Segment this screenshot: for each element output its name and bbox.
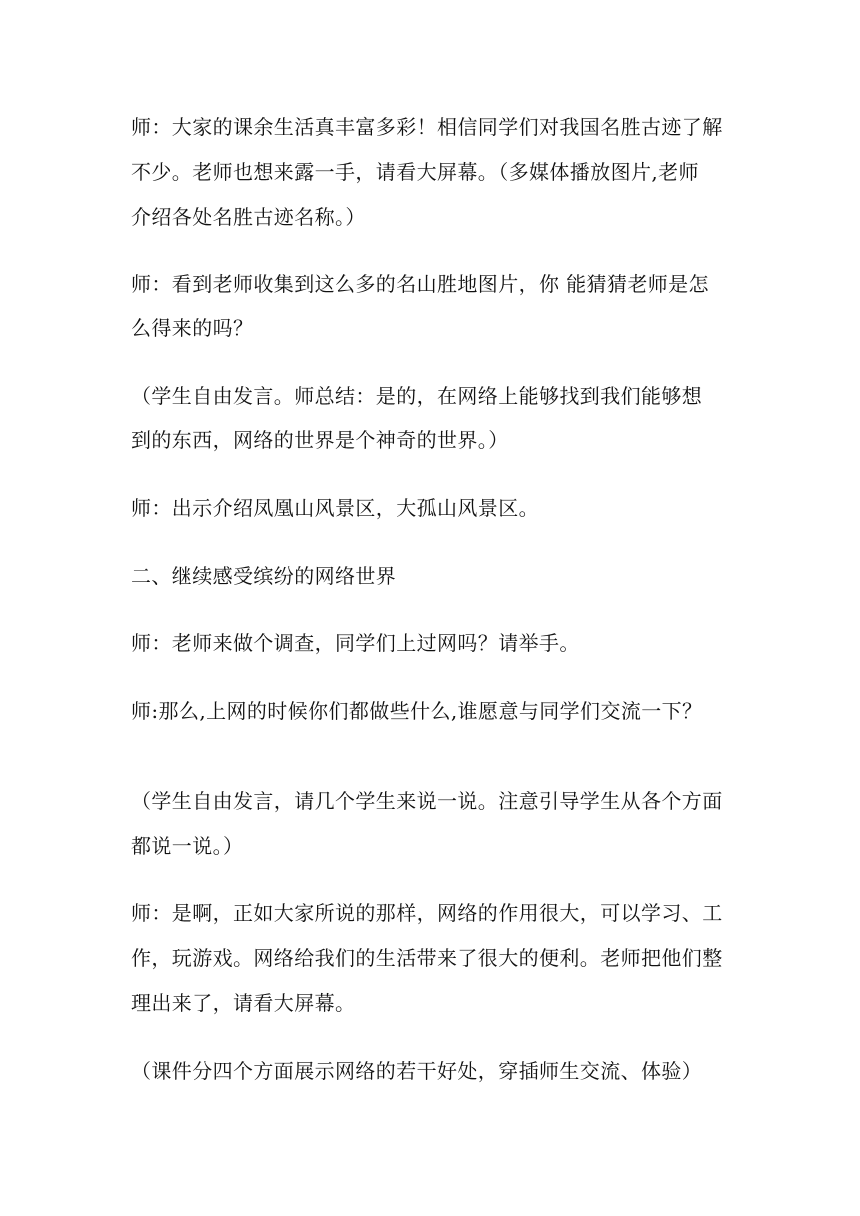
- paragraph-line: 师：是啊，正如大家所说的那样，网络的作用很大，可以学习、工: [131, 901, 723, 925]
- paragraph-line: （学生自由发言，请几个学生来说一说。注意引导学生从各个方面: [131, 789, 723, 813]
- paragraph-line: 师：看到老师收集到这么多的名山胜地图片，你 能猜猜老师是怎: [131, 272, 709, 296]
- paragraph-line: 到的东西，网络的世界是个神奇的世界。）: [131, 428, 509, 452]
- paragraph-line: 师：老师来做个调查，同学们上过网吗？请举手。: [131, 631, 580, 655]
- paragraph-line: 作，玩游戏。网络给我们的生活带来了很大的便利。老师把他们整: [131, 946, 723, 970]
- paragraph-line: 都说一说。）: [131, 834, 244, 858]
- paragraph-line: 师：出示介绍凤凰山风景区，大孤山风景区。: [131, 496, 539, 520]
- paragraph-line: 介绍各处名胜古迹名称。）: [131, 205, 366, 229]
- paragraph-line: 理出来了，请看大屏幕。: [131, 991, 356, 1015]
- paragraph-line: （学生自由发言。师总结：是的，在网络上能够找到我们能够想: [131, 384, 703, 408]
- paragraph-line: 不少。老师也想来露一手，请看大屏幕。（多媒体播放图片,老师: [131, 160, 699, 184]
- paragraph-line: 么得来的吗？: [131, 316, 254, 340]
- paragraph-line: （课件分四个方面展示网络的若干好处，穿插师生交流、体验）: [131, 1059, 703, 1083]
- paragraph-line: 师:那么,上网的时候你们都做些什么,谁愿意与同学们交流一下？: [131, 699, 703, 723]
- section-heading: 二、继续感受缤纷的网络世界: [131, 564, 397, 588]
- paragraph-line: 师：大家的课余生活真丰富多彩！相信同学们对我国名胜古迹了解: [131, 115, 723, 139]
